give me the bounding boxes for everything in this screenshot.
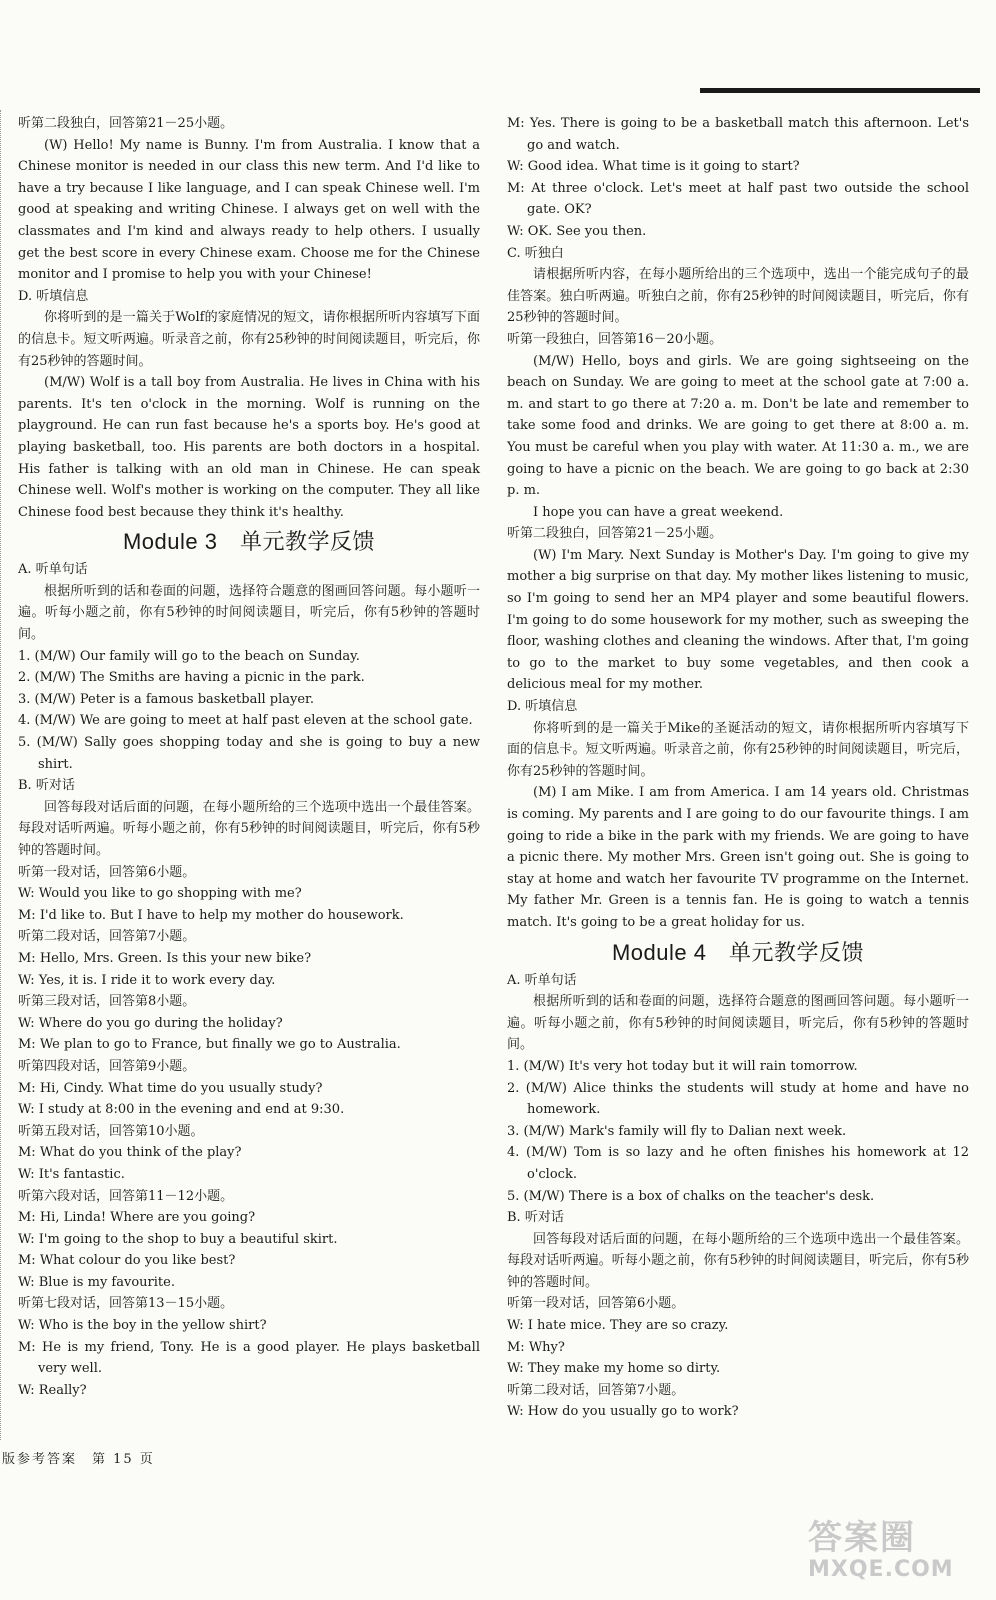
text-line: 听第三段对话，回答第8小题。 <box>18 994 196 1010</box>
text-line: 听第二段对话，回答第7小题。 <box>18 929 196 945</box>
text-line: M: He is my friend, Tony. He is a good player. He plays basketball very well. <box>18 1339 480 1377</box>
text-line: M: Why? <box>507 1339 565 1355</box>
text-line: A. 听单句话 <box>507 972 577 988</box>
text-line: W: Would you like to go shopping with me? <box>18 886 302 902</box>
text-line: M: Hi, Linda! Where are you going? <box>18 1210 256 1226</box>
text-line: M: We plan to go to France, but finally we go to Australia. <box>18 1037 401 1053</box>
text-line: 听第二段独白，回答第21－25小题。 <box>507 526 723 542</box>
text-line: 听第七段对话，回答第13－15小题。 <box>18 1296 234 1312</box>
page-footer: 版参考答案 第 15 页 <box>2 1452 155 1467</box>
text-line: M: At three o'clock. Let's meet at half past two outside the school gate. OK? <box>507 180 969 218</box>
text-line: B. 听对话 <box>18 778 75 794</box>
text-line: W: I hate mice. They are so crazy. <box>507 1318 729 1334</box>
text-line: 听第一段对话，回答第6小题。 <box>507 1296 685 1312</box>
text-line: 2. (M/W) The Smiths are having a picnic in the park. <box>18 670 365 686</box>
text-line: W: How do you usually go to work? <box>507 1404 739 1420</box>
text-line: M: Hi, Cindy. What time do you usually study? <box>18 1080 323 1096</box>
text-line: M: What do you think of the play? <box>18 1145 242 1161</box>
text-line: 3. (M/W) Mark's family will fly to Dalian next week. <box>507 1123 847 1139</box>
text-line: W: It's fantastic. <box>18 1166 125 1182</box>
text-line: 5. (M/W) There is a box of chalks on the teacher's desk. <box>507 1188 875 1204</box>
text-line: (M) I am Mike. I am from America. I am 14 years old. Christmas is coming. My parents and I are going to do our favourite things. I am going to ride a bike in the park with my friends. We are going to have a picnic there. My mother Mrs. Green isn't going out. She is going to stay at home and watch her favourite TV programme on the Internet. My father Mr. Green is a tennis fan. He is going to watch a tennis match. It's going to be a great holiday for us. <box>507 785 969 930</box>
text-line: W: OK. See you then. <box>507 223 647 239</box>
text-line: 4. (M/W) We are going to meet at half past eleven at the school gate. <box>18 713 473 729</box>
text-line: 3. (M/W) Peter is a famous basketball player. <box>18 691 314 707</box>
text-line: (W) I'm Mary. Next Sunday is Mother's Day. I'm going to give my mother a big surprise on that day. My mother likes listening to music, so I'm going to send her an MP4 player and some beautiful flowers. I'm going to do some housework for my mother, such as sweeping the floor, washing clothes and cleaning the windows. After that, I'm going to go to the market to buy some vegetables, and then cook a delicious meal for my mother. <box>507 547 969 693</box>
right-column <box>507 113 969 1423</box>
text-line: 根据所听到的话和卷面的问题，选择符合题意的图画回答问题。每小题听一遍。听每小题之前，你有5秒钟的时间阅读题目，听完后，你有5秒钟的答题时间。 <box>507 994 969 1053</box>
watermark-url: MXQE.COM <box>808 1557 954 1582</box>
text-line: 听第一段独白，回答第16－20小题。 <box>507 331 723 347</box>
text-line: B. 听对话 <box>507 1210 564 1226</box>
text-line: W: Where do you go during the holiday? <box>18 1015 283 1031</box>
text-line: M: Yes. There is going to be a basketball match this afternoon. Let's go and watch. <box>507 116 969 153</box>
text-line: 听第一段对话，回答第6小题。 <box>18 864 196 880</box>
header-rule <box>700 88 980 93</box>
text-line: 听第二段独白，回答第21－25小题。 <box>18 116 234 131</box>
text-line: 请根据所听内容，在每小题所给出的三个选项中，选出一个能完成句子的最佳答案。独白听两遍。听独白之前，你有25秒钟的时间阅读题目，听完后，你有25秒钟的答题时间。 <box>507 267 969 326</box>
text-line: D. 听填信息 <box>507 699 578 715</box>
text-line: W: They make my home so dirty. <box>507 1361 721 1377</box>
text-line: 你将听到的是一篇关于Mike的圣诞活动的短文，请你根据所听内容填写下面的信息卡。短文听两遍。听录音之前，你有25秒钟的时间阅读题目，听完后，你有25秒钟的答题时间。 <box>507 720 969 779</box>
text-line: 听第二段对话，回答第7小题。 <box>507 1382 685 1398</box>
text-line: 1. (M/W) Our family will go to the beach on Sunday. <box>18 648 360 664</box>
text-line: W: Who is the boy in the yellow shirt? <box>18 1318 267 1334</box>
text-line: W: I'm going to the shop to buy a beautiful skirt. <box>18 1231 338 1247</box>
text-line: 根据所听到的话和卷面的问题，选择符合题意的图画回答问题。每小题听一遍。听每小题之前，你有5秒钟的时间阅读题目，听完后，你有5秒钟的答题时间。 <box>18 583 480 643</box>
text-line: 听第五段对话，回答第10小题。 <box>18 1123 204 1139</box>
text-line: M: I'd like to. But I have to help my mother do housework. <box>18 907 404 923</box>
text-line: D. 听填信息 <box>18 288 89 304</box>
text-line: 回答每段对话后面的问题，在每小题所给的三个选项中选出一个最佳答案。每段对话听两遍。听每小题之前，你有5秒钟的时间阅读题目，听完后，你有5秒钟的答题时间。 <box>507 1231 969 1290</box>
text-line: 5. (M/W) Sally goes shopping today and she is going to buy a new shirt. <box>18 735 480 772</box>
text-line: 回答每段对话后面的问题，在每小题所给的三个选项中选出一个最佳答案。每段对话听两遍。听每小题之前，你有5秒钟的时间阅读题目，听完后，你有5秒钟的答题时间。 <box>18 799 480 858</box>
text-line: C. 听独白 <box>507 245 564 261</box>
text-line: M: Hello, Mrs. Green. Is this your new bike? <box>18 950 312 966</box>
text-line: I hope you can have a great weekend. <box>533 504 784 520</box>
text-line: 你将听到的是一篇关于Wolf的家庭情况的短文，请你根据所听内容填写下面的信息卡。短文听两遍。听录音之前，你有25秒钟的时间阅读题目，听完后，你有25秒钟的答题时间。 <box>18 310 480 369</box>
text-line: 听第四段对话，回答第9小题。 <box>18 1058 196 1074</box>
text-line: (M/W) Hello, boys and girls. We are going sightseeing on the beach on Sunday. We are going to meet at the school gate at 7:00 a. m. and start to go there at 7:20 a. m. Don't be late and remember to take some food and drinks. We are going to get there at 8:00 a. m. You must be careful when you play with water. At 11:30 a. m., we are going to have a picnic on the beach. We are going to go back at 2:30 p. m. <box>507 353 969 499</box>
text-line: W: Blue is my favourite. <box>18 1274 175 1290</box>
text-line: M: What colour do you like best? <box>18 1253 236 1269</box>
text-line: 听第六段对话，回答第11－12小题。 <box>18 1188 234 1204</box>
left-column <box>18 113 480 1401</box>
text-line: 2. (M/W) Alice thinks the students will study at home and have no homework. <box>507 1080 969 1118</box>
watermark <box>808 1510 988 1590</box>
module-heading: Module 4 单元教学反馈 <box>611 939 864 965</box>
scan-edge <box>0 110 4 1440</box>
text-line: (W) Hello! My name is Bunny. I'm from Australia. I know that a Chinese monitor is needed in our class this new term. And I'd like to have a try because I like language, and I can speak Chinese well. I'm good at speaking and writing Chinese. I always get on well with the classmates and I'm kind and always ready to help others. I usually get the best score in every Chinese exam. Choose me for the Chinese monitor and I promise to help you with your Chinese! <box>18 137 480 283</box>
text-line: W: Yes, it is. I ride it to work every day. <box>18 972 276 988</box>
module-heading: Module 3 单元教学反馈 <box>122 529 375 555</box>
text-line: W: I study at 8:00 in the evening and end at 9:30. <box>18 1102 345 1118</box>
watermark-logo: 答案圈 <box>808 1518 916 1558</box>
text-line: 4. (M/W) Tom is so lazy and he often finishes his homework at 12 o'clock. <box>507 1145 969 1182</box>
text-line: (M/W) Wolf is a tall boy from Australia. He lives in China with his parents. It's ten o'clock in the morning. Wolf is running on the playground. He can run fast because he's a sports boy. He's good at playing basketball, too. His parents are both doctors in a hospital. His father is talking with an old man in Chinese. He can speak Chinese well. Wolf's mother is working on the computer. They all like Chinese food best because they think it's healthy. <box>18 375 480 520</box>
text-line: A. 听单句话 <box>18 562 88 578</box>
text-line: W: Good idea. What time is it going to start? <box>507 159 800 175</box>
text-line: 1. (M/W) It's very hot today but it will rain tomorrow. <box>507 1058 858 1074</box>
text-line: W: Really? <box>18 1382 87 1398</box>
